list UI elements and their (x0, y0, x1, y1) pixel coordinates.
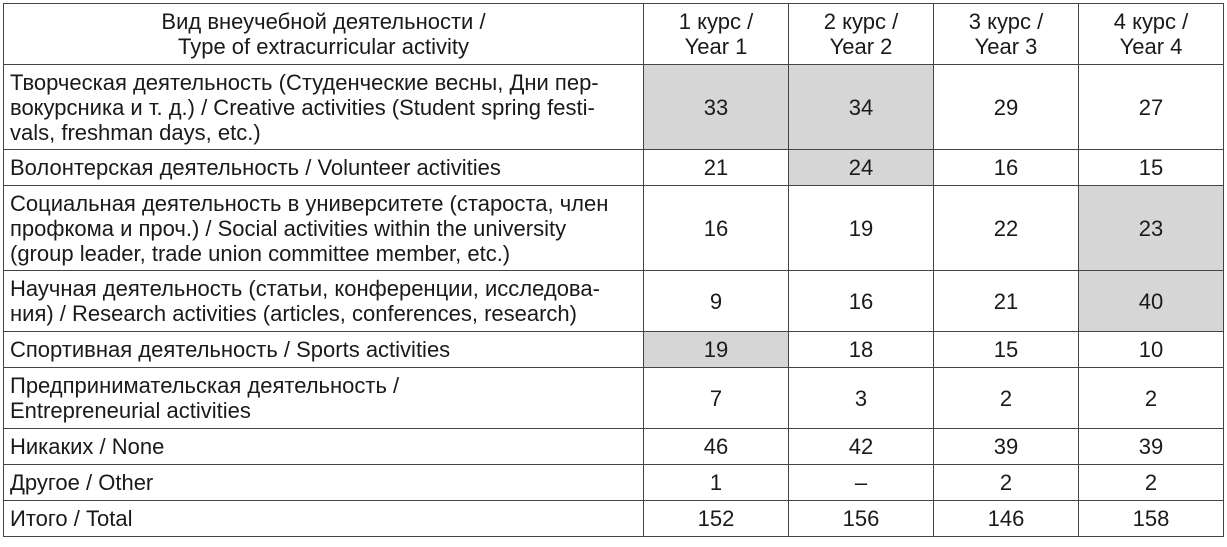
activity-label (4, 150, 644, 186)
header-year-4 (1079, 4, 1224, 65)
value-cell-year-2: 34 (789, 65, 934, 150)
value-cell-year-1: 46 (644, 429, 789, 465)
value-cell-year-2: 19 (789, 186, 934, 271)
label-line: Предпринимательская деятельность / (10, 373, 400, 398)
value-cell-year-3: 22 (934, 186, 1079, 271)
header-year-2 (789, 4, 934, 65)
value-cell-year-4: 15 (1079, 150, 1224, 186)
value-cell-year-4: 10 (1079, 332, 1224, 368)
label-line: ния) / Research activities (articles, conferences, research) (10, 301, 577, 326)
table-row (4, 332, 1224, 368)
header-line: Year 2 (829, 34, 893, 59)
value-cell-year-4: 2 (1079, 465, 1224, 501)
header-row (4, 4, 1224, 65)
value-cell-year-3: 2 (934, 368, 1079, 429)
value-cell-year-4: 2 (1079, 368, 1224, 429)
label-line: vals, freshman days, etc.) (10, 119, 261, 145)
activity-label (4, 332, 644, 368)
activity-label (4, 65, 644, 150)
header-line: 1 курс / (678, 9, 754, 34)
value-cell-year-1: 152 (644, 501, 789, 537)
label-line: Никаких / None (10, 434, 165, 459)
header-year-3 (934, 4, 1079, 65)
value-cell-year-1: 16 (644, 186, 789, 271)
value-cell-year-2: 16 (789, 271, 934, 332)
header-activity (4, 4, 644, 65)
activity-label (4, 186, 644, 271)
label-line: Спортивная деятельность / Sports activities (10, 337, 451, 362)
header-line: 2 курс / (823, 9, 899, 34)
table-row (4, 368, 1224, 429)
table-row (4, 186, 1224, 271)
header-line: Year 3 (974, 34, 1038, 59)
activity-label (4, 465, 644, 501)
label-line: Волонтерская деятельность / Volunteer activities (10, 155, 501, 180)
label-line: Другое / Other (10, 470, 154, 495)
header-line: 4 курс / (1113, 9, 1189, 34)
value-cell-year-3: 2 (934, 465, 1079, 501)
header-line: Type of extracurricular activity (178, 34, 469, 59)
value-cell-year-3: 15 (934, 332, 1079, 368)
label-line: Научная деятельность (статьи, конференции, исследова- (10, 276, 600, 301)
value-cell-year-2: 42 (789, 429, 934, 465)
value-cell-year-2: 18 (789, 332, 934, 368)
header-year-1 (644, 4, 789, 65)
value-cell-year-2: 156 (789, 501, 934, 537)
value-cell-year-1: 33 (644, 65, 789, 150)
value-cell-year-2: – (789, 465, 934, 501)
table-header (4, 4, 1224, 65)
activity-table (3, 3, 1224, 537)
value-cell-year-1: 21 (644, 150, 789, 186)
header-line: 3 курс / (968, 9, 1044, 34)
label-line: профкома и проч.) / Social activities within the university (10, 215, 567, 241)
value-cell-year-1: 7 (644, 368, 789, 429)
value-cell-year-1: 19 (644, 332, 789, 368)
header-line: Вид внеучебной деятельности / (161, 9, 486, 34)
table-row (4, 501, 1224, 537)
value-cell-year-2: 3 (789, 368, 934, 429)
label-line: (group leader, trade union committee member, etc.) (10, 240, 511, 266)
label-line: вокурсника и т. д.) / Creative activities (Student spring festi- (10, 94, 595, 120)
value-cell-year-3: 146 (934, 501, 1079, 537)
value-cell-year-2: 24 (789, 150, 934, 186)
value-cell-year-4: 27 (1079, 65, 1224, 150)
table-row (4, 429, 1224, 465)
activity-label (4, 368, 644, 429)
value-cell-year-1: 1 (644, 465, 789, 501)
label-line: Социальная деятельность в университете (староста, член (10, 190, 609, 216)
activity-label (4, 501, 644, 537)
activity-label (4, 429, 644, 465)
header-line: Year 1 (684, 34, 748, 59)
header-line: Year 4 (1119, 34, 1183, 59)
value-cell-year-4: 158 (1079, 501, 1224, 537)
table-row (4, 465, 1224, 501)
table-row (4, 65, 1224, 150)
label-line: Entrepreneurial activities (10, 398, 251, 423)
value-cell-year-1: 9 (644, 271, 789, 332)
table-row (4, 150, 1224, 186)
activity-label (4, 271, 644, 332)
value-cell-year-3: 39 (934, 429, 1079, 465)
value-cell-year-4: 23 (1079, 186, 1224, 271)
table-body (4, 65, 1224, 537)
label-line: Итого / Total (10, 506, 133, 531)
value-cell-year-4: 39 (1079, 429, 1224, 465)
value-cell-year-3: 16 (934, 150, 1079, 186)
table-row (4, 271, 1224, 332)
label-line: Творческая деятельность (Студенческие весны, Дни пер- (10, 69, 599, 95)
value-cell-year-3: 29 (934, 65, 1079, 150)
value-cell-year-4: 40 (1079, 271, 1224, 332)
value-cell-year-3: 21 (934, 271, 1079, 332)
